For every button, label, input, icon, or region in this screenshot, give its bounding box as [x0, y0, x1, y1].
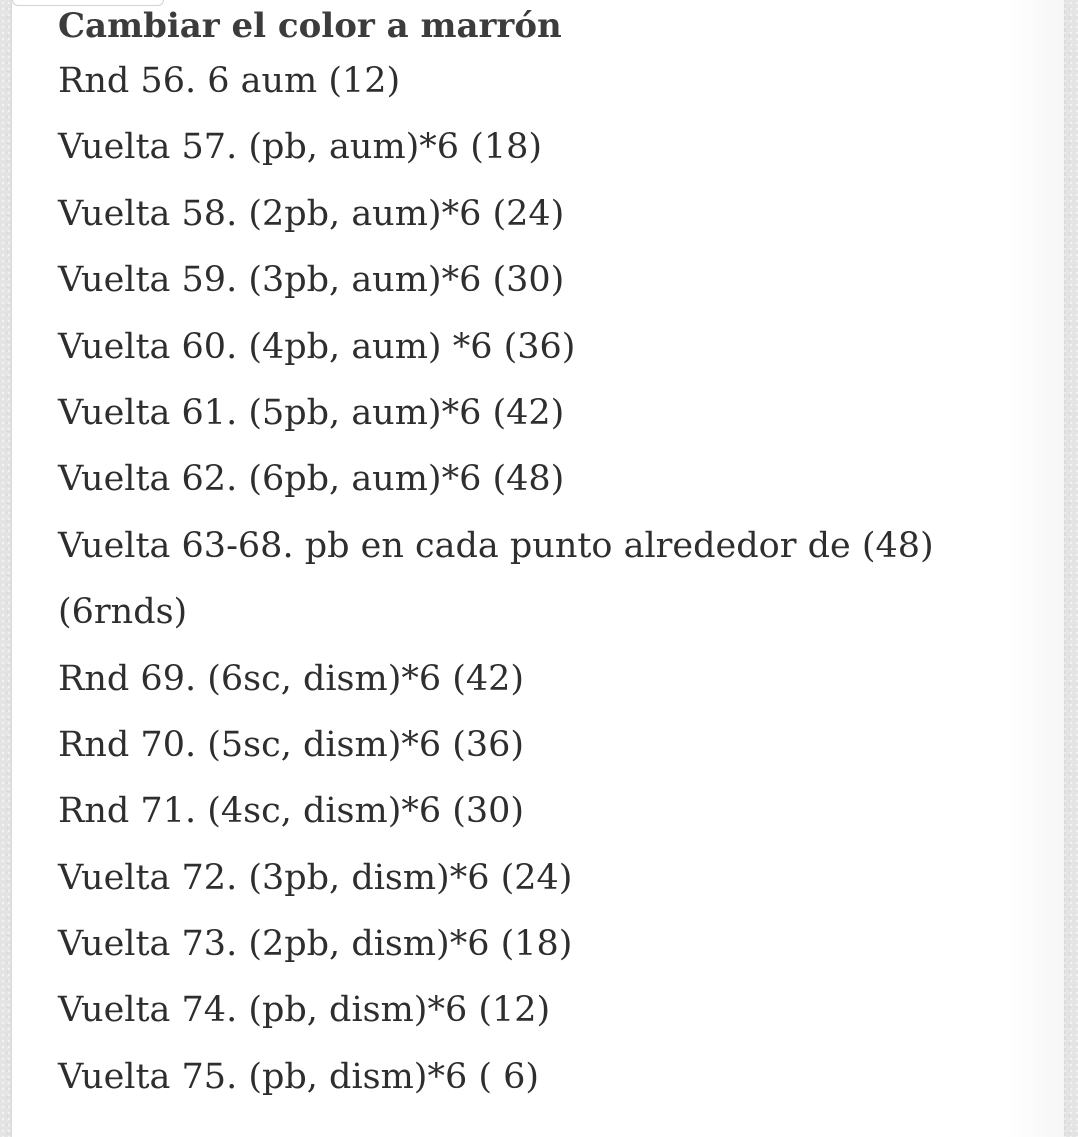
- section-heading: Cambiar el color a marrón: [58, 6, 562, 46]
- pattern-line: Vuelta 61. (5pb, aum)*6 (42): [58, 392, 565, 433]
- cut-off-next-line: [46, 1130, 566, 1137]
- pattern-line: Vuelta 72. (3pb, dism)*6 (24): [58, 857, 573, 898]
- pattern-text-block: [58, 4, 1018, 1110]
- pattern-line: Vuelta 73. (2pb, dism)*6 (18): [58, 924, 573, 965]
- pattern-line: Vuelta 62. (6pb, aum)*6 (48): [58, 459, 565, 500]
- pattern-line: (6rnds): [58, 592, 188, 633]
- content-card[interactable]: [12, 0, 1064, 1137]
- pattern-line: Vuelta 58. (2pb, aum)*6 (24): [58, 193, 565, 234]
- pattern-line: Vuelta 57. (pb, aum)*6 (18): [58, 127, 543, 168]
- pattern-line: Rnd 71. (4sc, dism)*6 (30): [58, 791, 525, 832]
- pattern-line: Rnd 69. (6sc, dism)*6 (42): [58, 658, 525, 699]
- pattern-line: Rnd 56. 6 aum (12): [58, 61, 401, 101]
- pattern-line: Vuelta 60. (4pb, aum) *6 (36): [58, 326, 576, 367]
- pattern-line: Vuelta 74. (pb, dism)*6 (12): [58, 990, 551, 1031]
- pattern-line: Rnd 70. (5sc, dism)*6 (36): [58, 724, 525, 765]
- pattern-round-list: [58, 48, 1018, 1110]
- pattern-line: Vuelta 63-68. pb en cada punto alrededor de (48): [58, 525, 934, 566]
- pattern-line: Vuelta 59. (3pb, aum)*6 (30): [58, 260, 565, 301]
- pattern-line: Vuelta 75. (pb, dism)*6 ( 6): [58, 1056, 540, 1097]
